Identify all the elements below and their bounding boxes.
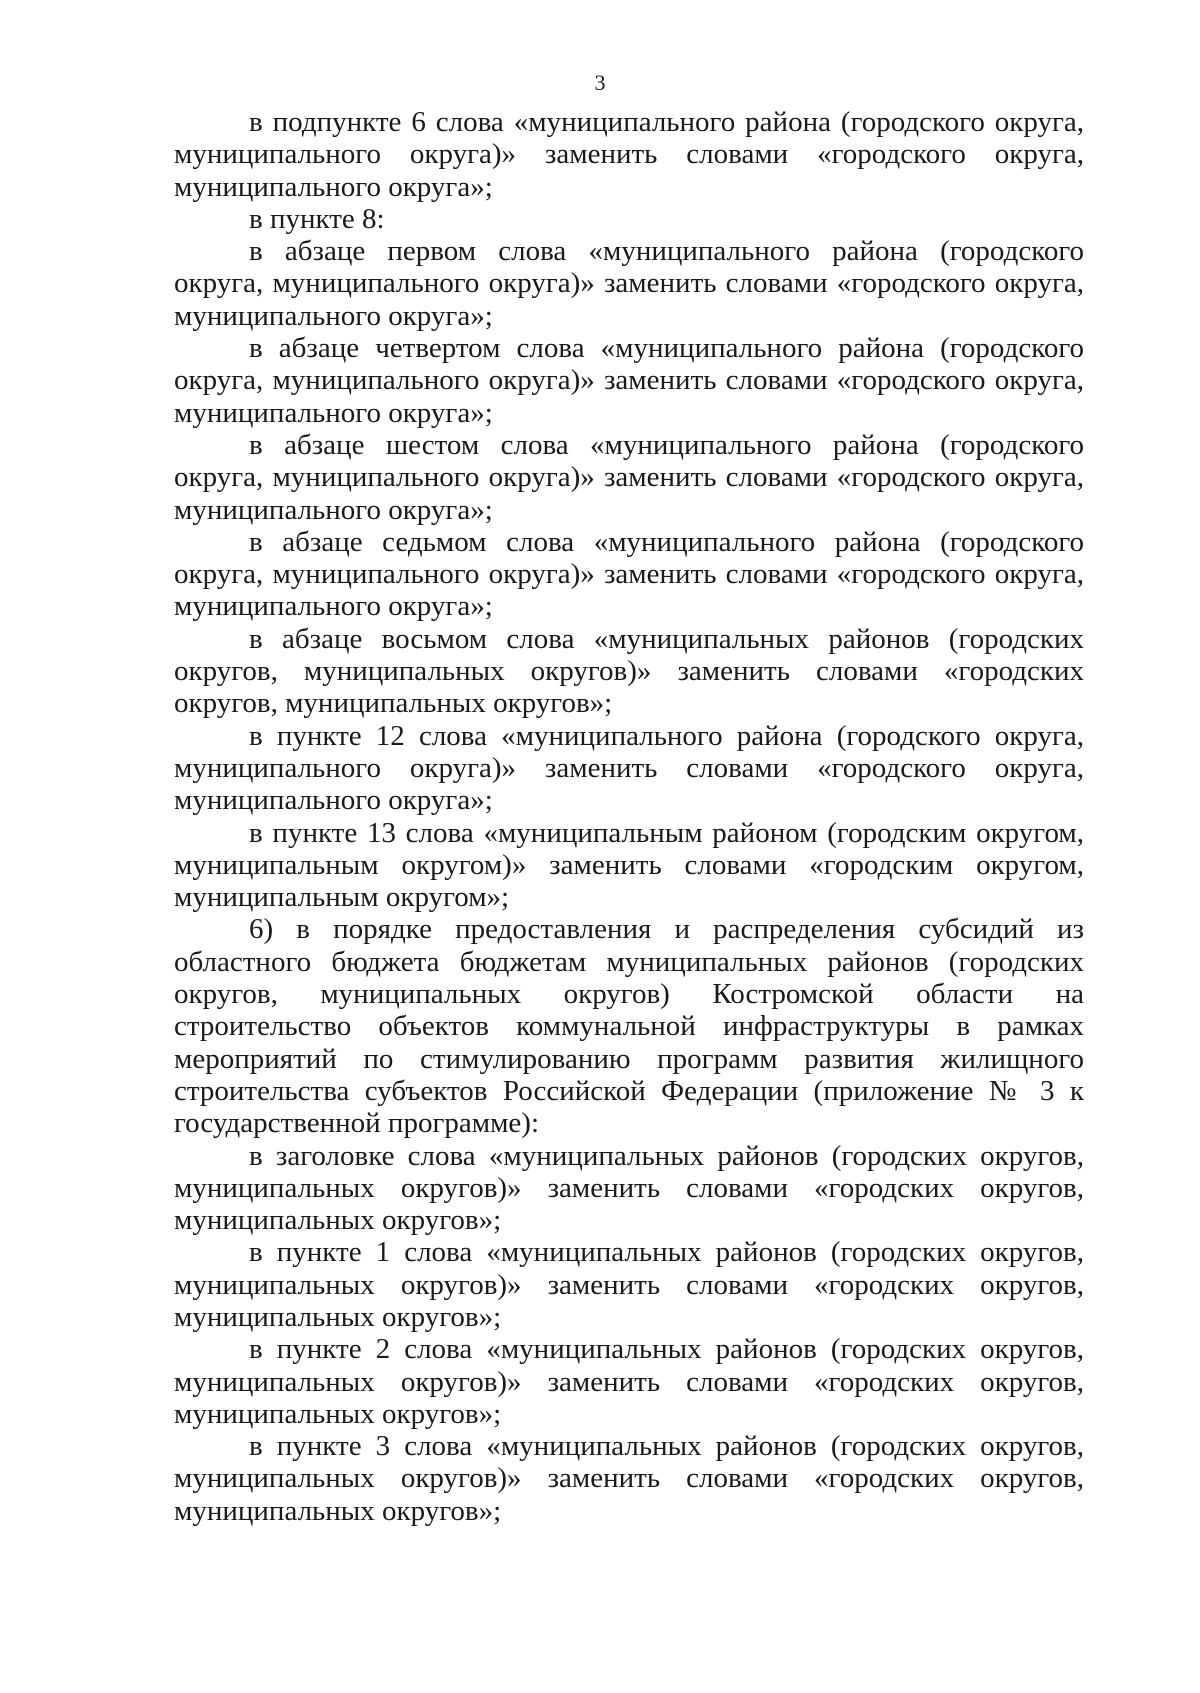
document-body [174,106,1084,1527]
paragraph: в абзаце четвертом слова «муниципального района (городского округа, муниципального округа)» заменить словами «городского округа, муниципального округа»; [174,332,1084,429]
paragraph: в абзаце первом слова «муниципального района (городского округа, муниципального округа)» заменить словами «городского округа, муниципального округа»; [174,235,1084,332]
paragraph: в пункте 8: [249,202,385,235]
paragraph: в пункте 1 слова «муниципальных районов (городских округов, муниципальных округов)» заменить словами «городских округов, муниципальных округов»; [174,1236,1084,1333]
paragraph: в пункте 13 слова «муниципальным районом (городским округом, муниципальным округом)» заменить словами «городским округом, муниципальным округом»; [174,816,1084,914]
paragraph: 6) в порядке предоставления и распределения субсидий из областного бюджета бюджетам муниципальных районов (городских округов, муниципальных округов) Костромской области на строительство объектов коммунальной инфраструктуры в рамках мероприятий по стимулированию программ развития жилищного строительства субъектов Российской Федерации (приложение № 3 к государственной программе): [174,913,1084,1140]
paragraph: в абзаце шестом слова «муниципального района (городского округа, муниципального округа)» заменить словами «городского округа, муниципального округа»; [174,428,1084,526]
paragraph: в подпункте 6 слова «муниципального района (городского округа, муниципального округа)» заменить словами «городского округа, муниципального округа»; [174,106,1084,203]
page-number: 3 [594,70,606,95]
paragraph: в пункте 2 слова «муниципальных районов (городских округов, муниципальных округов)» заменить словами «городских округов, муниципальных округов»; [174,1333,1084,1430]
paragraph: в заголовке слова «муниципальных районов (городских округов, муниципальных округов)» заменить словами «городских округов, муниципальных округов»; [174,1139,1084,1237]
paragraph: в пункте 3 слова «муниципальных районов (городских округов, муниципальных округов)» заменить словами «городских округов, муниципальных округов»; [174,1430,1084,1527]
paragraph: в абзаце восьмом слова «муниципальных районов (городских округов, муниципальных округов)» заменить словами «городских округов, муниципальных округов»; [174,622,1084,720]
paragraph: в абзаце седьмом слова «муниципального района (городского округа, муниципального округа)» заменить словами «городского округа, муниципального округа»; [174,525,1084,623]
paragraph: в пункте 12 слова «муниципального района (городского округа, муниципального округа)» заменить словами «городского округа, муниципального округа»; [174,719,1084,817]
